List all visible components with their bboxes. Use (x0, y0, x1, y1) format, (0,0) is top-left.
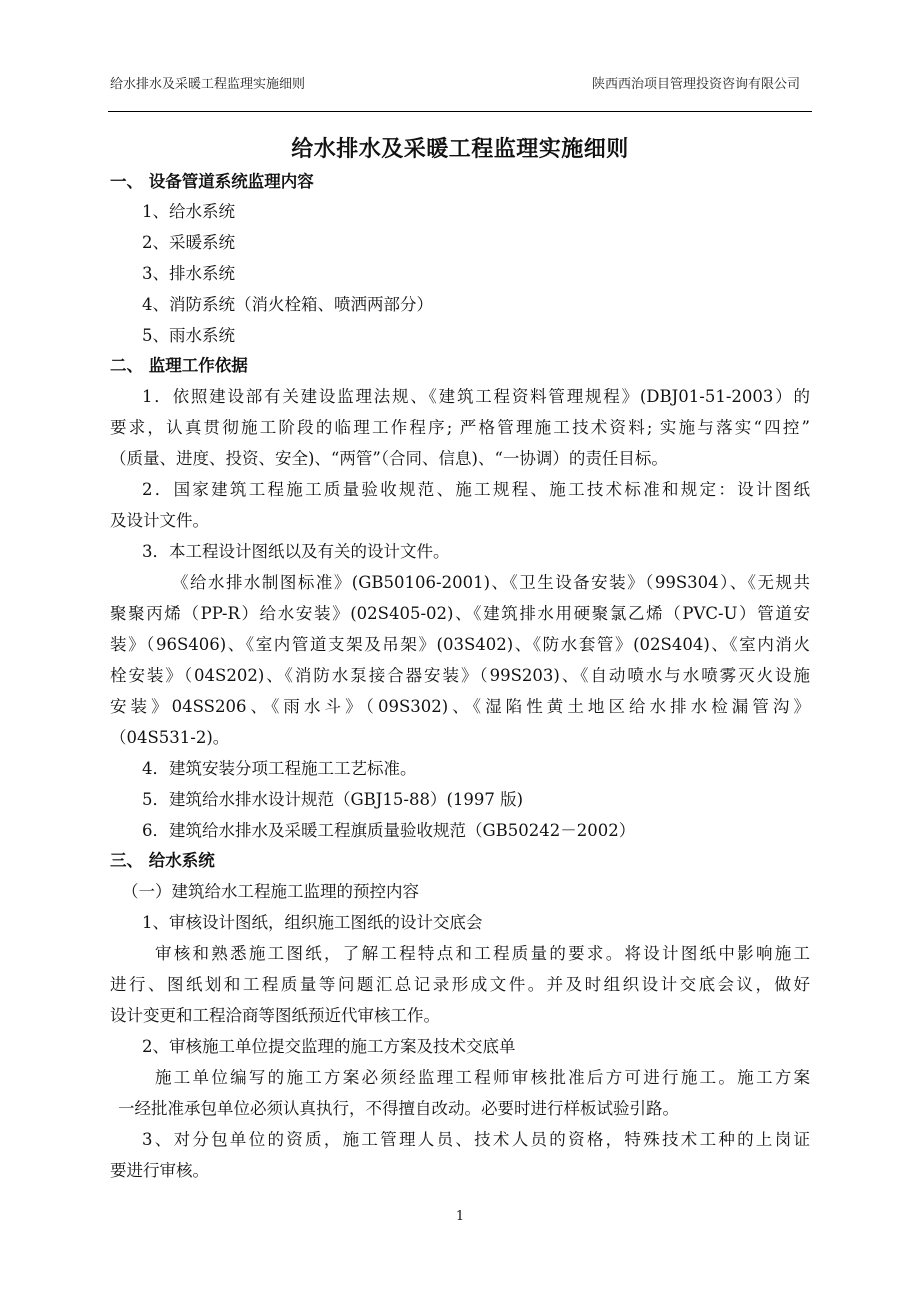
list-item: 5、雨水系统 (142, 326, 235, 345)
list-item: 4、消防系统（消火栓箱、喷洒两部分） (142, 295, 433, 314)
section-heading: 一、 设备管道系统监理内容 (110, 172, 314, 191)
page-number: 1 (455, 1209, 465, 1224)
paragraph-line: 施工单位编写的施工方案必须经监理工程师审核批准后方可进行施工。施工方案 (155, 1068, 810, 1087)
section-heading: 二、 监理工作依据 (110, 356, 248, 375)
paragraph-line: 审核和熟悉施工图纸，了解工程特点和工程质量的要求。将设计图纸中影响施工 (155, 944, 810, 963)
paragraph-line: 6．建筑给水排水及采暖工程旗质量验收规范（GB50242－2002） (142, 821, 636, 840)
list-item: 1、给水系统 (142, 202, 235, 221)
header-right-text: 陕西西治项目管理投资咨询有限公司 (591, 77, 800, 92)
paragraph-line: 3．本工程设计图纸以及有关的设计文件。 (142, 542, 450, 561)
paragraph-line: （质量、进度、投资、安全)、“两管”（合同、信息)、“一协调）的责任目标。 (110, 449, 668, 468)
paragraph-line: 进行、图纸划和工程质量等问题汇总记录形成文件。并及时组织设计交底会议，做好 (110, 975, 810, 994)
paragraph-line: 2．国家建筑工程施工质量验收规范、施工规程、施工技术标准和规定：设计图纸 (142, 480, 810, 499)
section-heading: 三、 给水系统 (110, 851, 215, 870)
paragraph-line: 3、对分包单位的资质，施工管理人员、技术人员的资格，特殊技术工种的上岗证 (142, 1130, 810, 1149)
subsection-heading: （一）建筑给水工程施工监理的预控内容 (122, 882, 419, 901)
paragraph-line: 及设计文件。 (110, 511, 209, 530)
paragraph-line: 5．建筑给水排水设计规范（GBJ15-88）(1997 版) (142, 790, 524, 809)
list-item: 3、排水系统 (142, 264, 235, 283)
paragraph-line: 《给水排水制图标准》(GB50106-2001)、《卫生设备安装》（99S304）、《无规共 (172, 573, 810, 592)
paragraph-line: （04S531-2)。 (110, 728, 230, 747)
paragraph-line: 要求，认真贯彻施工阶段的临理工作程序; 严格管理施工技术资料; 实施与落实“四控” (110, 418, 810, 437)
paragraph-line: 一经批准承包单位必须认真执行，不得擅自改动。必要时进行样板试验引路。 (118, 1099, 679, 1118)
paragraph-line: 装》（96S406)、《室内管道支架及吊架》(03S402)、《防水套管》(02S404)、《室内消火 (110, 635, 810, 654)
paragraph-line: 栓安装》（04S202)、《消防水泵接合器安装》（99S203)、《自动喷水与水喷雾灭火设施 (110, 666, 810, 685)
paragraph-line: 4．建筑安装分项工程施工工艺标准。 (142, 759, 417, 778)
paragraph-line: 要进行审核。 (110, 1161, 209, 1180)
paragraph-line: 2、审核施工单位提交监理的施工方案及技术交底单 (142, 1037, 516, 1056)
document-title: 给水排水及采暖工程监理实施细则 (291, 136, 629, 162)
header-left-text: 给水排水及采暖工程监理实施细则 (110, 77, 306, 92)
paragraph-line: 1、审核设计图纸，组织施工图纸的设计交底会 (142, 913, 483, 932)
paragraph-line: 安装》04SS206、《雨水斗》（09S302)、《湿陷性黄土地区给水排水检漏管沟》 (110, 697, 810, 716)
paragraph-line: 1．依照建设部有关建设监理法规、《建筑工程资料管理规程》(DBJ01-51-2003）的 (142, 387, 810, 406)
list-item: 2、采暖系统 (142, 233, 235, 252)
header-divider (108, 111, 812, 112)
paragraph-line: 设计变更和工程洽商等图纸预近代审核工作。 (110, 1006, 440, 1025)
paragraph-line: 聚聚丙烯（PP-R）给水安装》(02S405-02)、《建筑排水用硬聚氯乙烯（PVC-U）管道安 (110, 604, 810, 623)
